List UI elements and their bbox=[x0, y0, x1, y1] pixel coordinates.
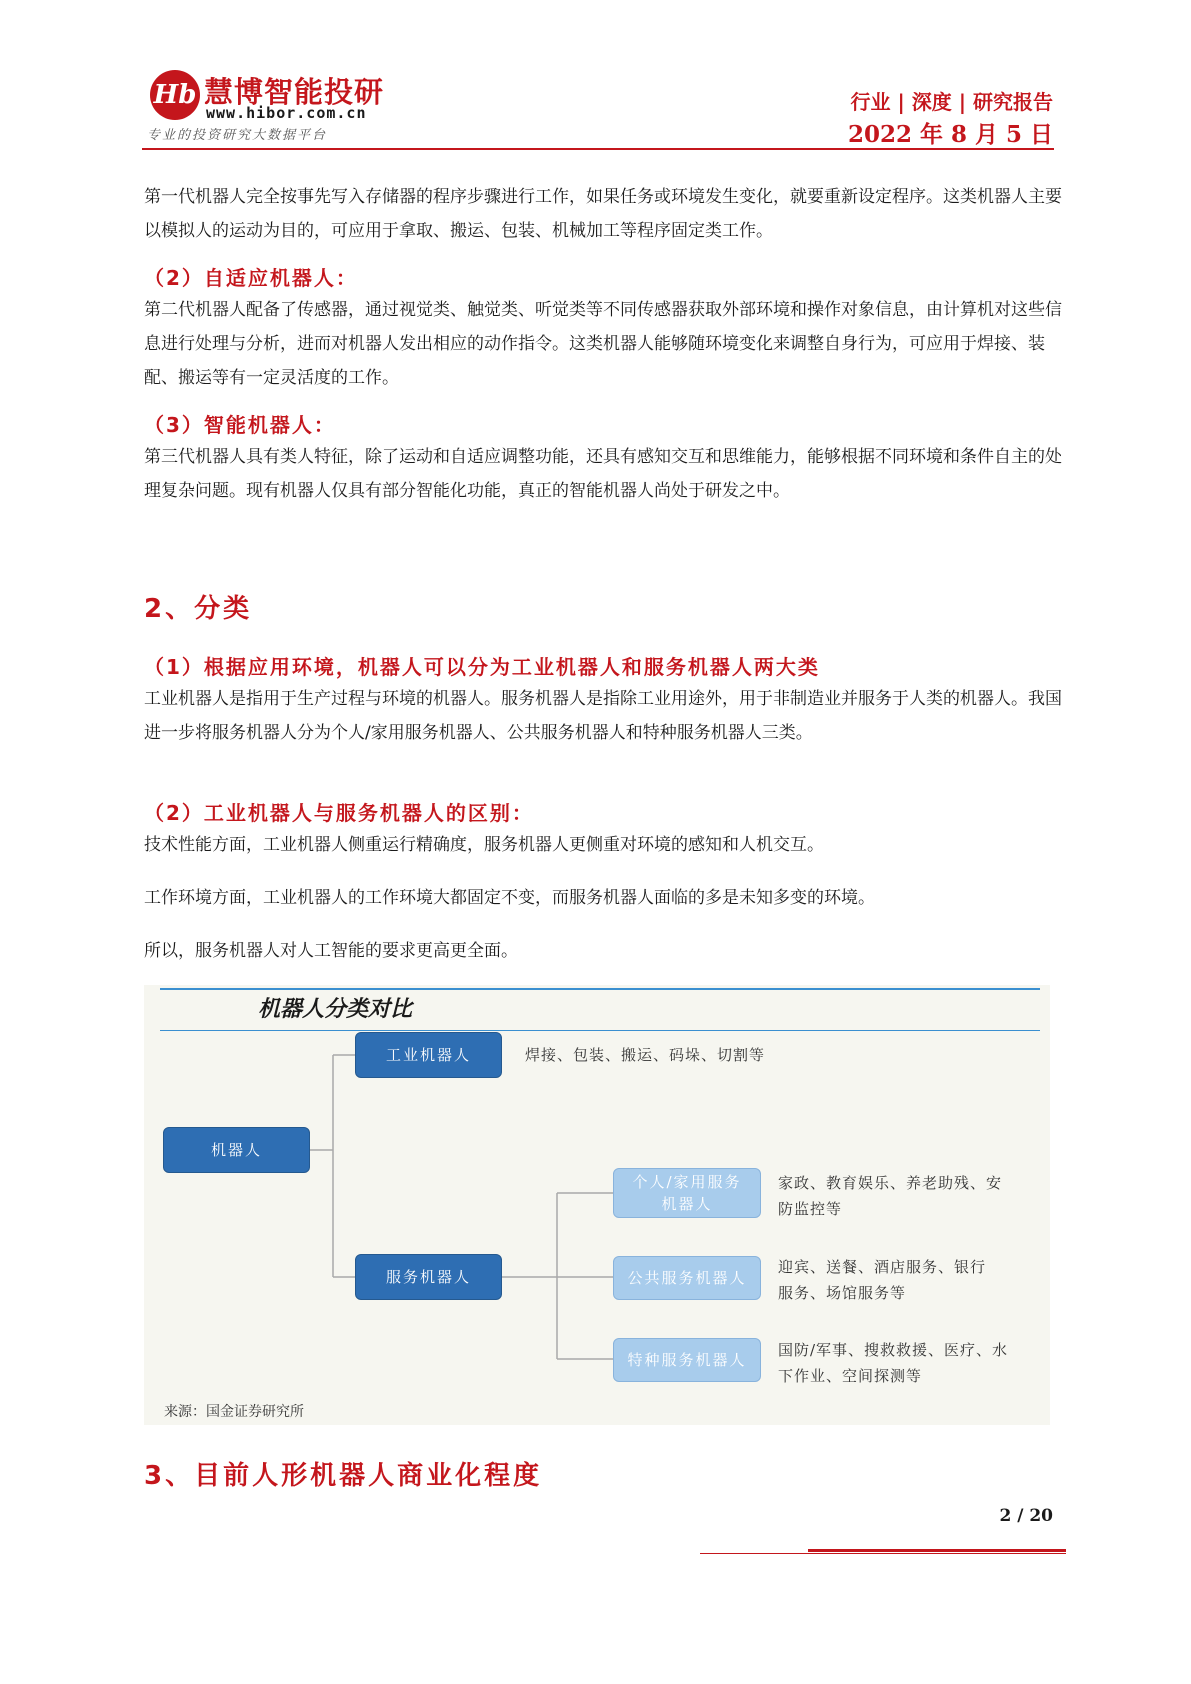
desc-personal-service-robot: 家政、教育娱乐、养老助残、安防监控等 bbox=[778, 1174, 1003, 1218]
paragraph-second-gen: 第二代机器人配备了传感器，通过视觉类、触觉类、听觉类等不同传感器获取外部环境和操作对象信息，由计算机对这些信息进行处理与分析，进而对机器人发出相应的动作指令。这类机器人能够随环境变化来调整自身行为，可应用于焊接、装配、搬运等有一定灵活度的工作。 bbox=[144, 300, 1062, 388]
section-heading-commercialization: 3、目前人形机器人商业化程度 bbox=[144, 1461, 543, 1491]
section-heading-classification: 2、分类 bbox=[144, 594, 253, 624]
node-special-service-robot: 特种服务机器人 bbox=[613, 1338, 761, 1382]
paragraph-first-gen: 第一代机器人完全按事先写入存储器的程序步骤进行工作，如果任务或环境发生变化，就要重新设定程序。这类机器人主要以模拟人的运动为目的，可应用于拿取、搬运、包装、机械加工等程序固定类工作。 bbox=[144, 187, 1062, 241]
figure-title-rule bbox=[160, 1030, 1040, 1031]
desc-industrial-robot: 焊接、包装、搬运、码垛、切割等 bbox=[525, 1046, 766, 1064]
footer-rule-thick bbox=[808, 1549, 1066, 1552]
desc-special-service-robot: 国防/军事、搜救救援、医疗、水下作业、空间探测等 bbox=[778, 1341, 1009, 1385]
logo-icon bbox=[150, 70, 200, 120]
paragraph-third-gen: 第三代机器人具有类人特征，除了运动和自适应调整功能，还具有感知交互和思维能力，能够根据不同环境和条件自主的处理复杂问题。现有机器人仅具有部分智能化功能，真正的智能机器人尚处于研发之中。 bbox=[144, 447, 1062, 501]
figure-top-rule bbox=[160, 988, 1040, 990]
report-type-tags: 行业 | 深度 | 研究报告 bbox=[850, 90, 1053, 114]
report-date: 2022 年 8 月 5 日 bbox=[847, 121, 1053, 148]
figure-source: 来源：国金证券研究所 bbox=[164, 1404, 304, 1420]
paragraph-conclusion: 所以，服务机器人对人工智能的要求更高更全面。 bbox=[144, 941, 518, 961]
paragraph-work-environment: 工作环境方面，工业机器人的工作环境大都固定不变，而服务机器人面临的多是未知多变的环境。 bbox=[144, 888, 875, 908]
node-service-robot: 服务机器人 bbox=[355, 1254, 502, 1300]
heading-intelligent-robot: （3）智能机器人： bbox=[144, 413, 336, 437]
paragraph-industrial-vs-service: 工业机器人是指用于生产过程与环境的机器人。服务机器人是指除工业用途外，用于非制造业并服务于人类的机器人。我国进一步将服务机器人分为个人/家用服务机器人、公共服务机器人和特种服务机器人三类。 bbox=[144, 689, 1062, 743]
node-public-service-robot: 公共服务机器人 bbox=[613, 1256, 761, 1300]
heading-by-environment: （1）根据应用环境，机器人可以分为工业机器人和服务机器人两大类 bbox=[144, 655, 820, 679]
logo-url[interactable]: www.hibor.com.cn bbox=[206, 104, 367, 122]
page-number: 2 / 20 bbox=[999, 1506, 1053, 1526]
logo-slogan: 专业的投资研究大数据平台 bbox=[147, 128, 328, 143]
figure-title: 机器人分类对比 bbox=[258, 996, 413, 1022]
heading-differences: （2）工业机器人与服务机器人的区别： bbox=[144, 801, 534, 825]
node-robot: 机器人 bbox=[163, 1127, 310, 1173]
desc-public-service-robot: 迎宾、送餐、酒店服务、银行服务、场馆服务等 bbox=[778, 1258, 987, 1302]
footer-rule-thin bbox=[700, 1553, 1066, 1554]
logo-name: 慧博智能投研 bbox=[204, 75, 385, 109]
paragraph-tech-performance: 技术性能方面，工业机器人侧重运行精确度，服务机器人更侧重对环境的感知和人机交互。 bbox=[144, 835, 824, 855]
heading-adaptive-robot: （2）自适应机器人： bbox=[144, 266, 358, 290]
node-industrial-robot: 工业机器人 bbox=[355, 1032, 502, 1078]
logo-glyph: Hb bbox=[153, 80, 197, 110]
header-divider bbox=[142, 148, 1054, 150]
node-personal-service-robot: 个人/家用服务机器人 bbox=[613, 1168, 761, 1218]
